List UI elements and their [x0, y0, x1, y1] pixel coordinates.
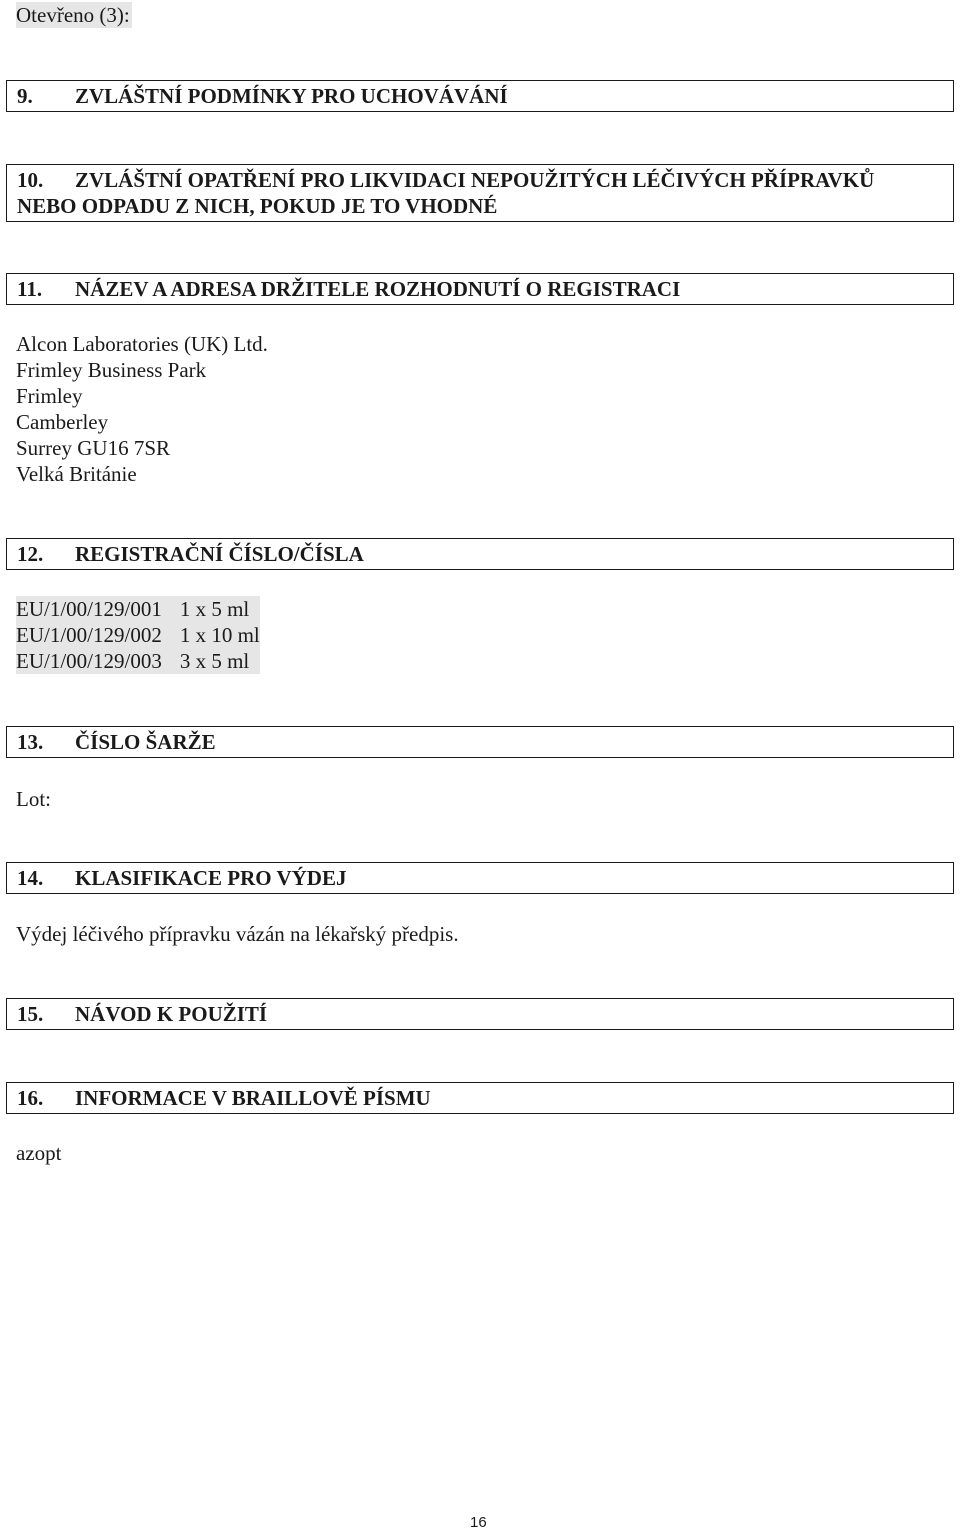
braille-text: azopt [16, 1141, 62, 1165]
section-title: REGISTRAČNÍ ČÍSLO/ČÍSLA [75, 542, 364, 566]
page-number: 16 [470, 1514, 487, 1531]
section-16-header [6, 1082, 954, 1114]
registration-row [16, 596, 260, 622]
section-title-line-2: NEBO ODPADU Z NICH, POKUD JE TO VHODNÉ [17, 194, 498, 218]
holder-address-line: Surrey GU16 7SR [16, 436, 171, 460]
section-title: ČÍSLO ŠARŽE [75, 730, 216, 754]
dispensing-text: Výdej léčivého přípravku vázán na lékařský předpis. [16, 922, 459, 946]
section-number: 9. [17, 84, 33, 108]
holder-name: Alcon Laboratories (UK) Ltd. [16, 332, 268, 356]
section-12-header [6, 538, 954, 570]
section-10-header [6, 164, 954, 222]
section-number: 11. [17, 277, 43, 301]
section-number: 16. [17, 1086, 44, 1110]
registration-code: EU/1/00/129/001 [16, 597, 162, 621]
section-title: NÁZEV A ADRESA DRŽITELE ROZHODNUTÍ O REGISTRACI [75, 277, 681, 301]
opened-label: Otevřeno (3): [16, 3, 130, 27]
registration-row [16, 622, 260, 648]
registration-code: EU/1/00/129/003 [16, 649, 162, 673]
section-number: 12. [17, 542, 44, 566]
registration-row [16, 648, 260, 674]
holder-address-line: Frimley Business Park [16, 358, 207, 382]
section-title: NÁVOD K POUŽITÍ [75, 1002, 268, 1026]
section-number: 13. [17, 730, 44, 754]
section-title-line-1: ZVLÁŠTNÍ OPATŘENÍ PRO LIKVIDACI NEPOUŽITÝCH LÉČIVÝCH PŘÍPRAVKŮ [75, 168, 875, 192]
section-9-header [6, 80, 954, 112]
section-number: 14. [17, 866, 44, 890]
holder-address-line: Frimley [16, 384, 83, 408]
section-number: 10. [17, 168, 44, 192]
section-11-header [6, 273, 954, 305]
registration-table [16, 596, 260, 674]
holder-address-line: Camberley [16, 410, 109, 434]
section-15-header [6, 998, 954, 1030]
section-14-header [6, 862, 954, 894]
section-number: 15. [17, 1002, 44, 1026]
registration-pack: 1 x 10 ml [179, 623, 260, 647]
registration-code: EU/1/00/129/002 [16, 623, 162, 647]
holder-country: Velká Británie [16, 462, 137, 486]
registration-pack: 3 x 5 ml [179, 649, 250, 673]
section-title: KLASIFIKACE PRO VÝDEJ [75, 866, 347, 890]
lot-label: Lot: [16, 787, 51, 811]
section-title: INFORMACE V BRAILLOVĚ PÍSMU [75, 1086, 431, 1110]
registration-pack: 1 x 5 ml [179, 597, 250, 621]
section-13-header [6, 726, 954, 758]
section-title: ZVLÁŠTNÍ PODMÍNKY PRO UCHOVÁVÁNÍ [75, 84, 508, 108]
